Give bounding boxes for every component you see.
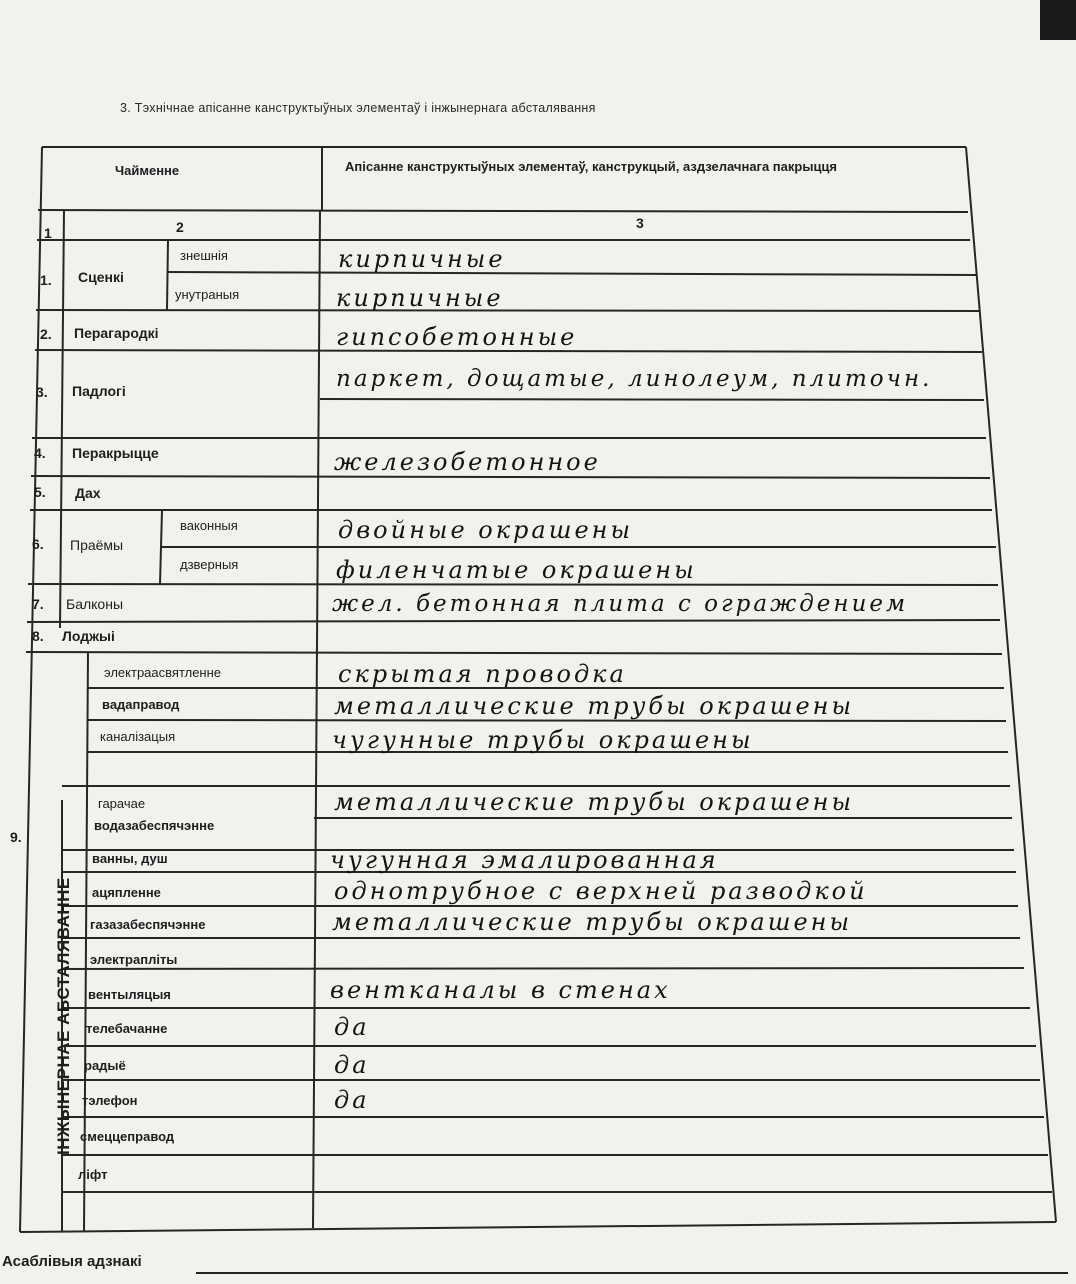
- row-1-number: 1.: [40, 272, 52, 288]
- item-5-label: гарачае: [98, 796, 146, 811]
- item-5-label-2: водазабеспячэнне: [94, 818, 215, 833]
- row-1-label: Сценкі: [78, 269, 124, 285]
- item-8-value: металлические трубы окрашены: [332, 908, 852, 936]
- row-6-sub-b: дзверныя: [180, 557, 239, 572]
- row-6-value-b: филенчатые окрашены: [336, 556, 697, 584]
- item-14-label: смеццеправод: [80, 1129, 175, 1144]
- row-8-number: 8.: [32, 628, 44, 644]
- item-15-label: ліфт: [78, 1167, 108, 1182]
- item-11-value: да: [334, 1013, 370, 1041]
- row-7-value: жел. бетонная плита с ограждением: [332, 591, 909, 617]
- item-10-label: вентыляцыя: [88, 987, 171, 1002]
- row-9-number: 9.: [10, 829, 22, 845]
- item-1-value: скрытая проводка: [338, 660, 627, 688]
- section-title: 3. Тэхнічнае апісанне канструктыўных элементаў і інжынернага абсталявання: [120, 101, 596, 115]
- item-10-value: вентканалы в стенах: [330, 976, 671, 1004]
- item-8-label: газазабеспячэнне: [90, 917, 206, 932]
- row-2-label: Перагародкі: [74, 325, 159, 341]
- footer-underline: [196, 1272, 1068, 1274]
- header-description: Апісанне канструктыўных элементаў, канструкцый, аздзелачнага пакрыцця: [345, 159, 838, 174]
- row-2-number: 2.: [40, 326, 52, 342]
- item-2-value: металлические трубы окрашены: [334, 692, 854, 720]
- item-11-label: телебачанне: [86, 1021, 168, 1036]
- row-7-number: 7.: [32, 596, 44, 612]
- row-4-value: железобетонное: [334, 448, 601, 476]
- row-1-value-b: кирпичные: [336, 284, 504, 312]
- item-7-label: ацяпленне: [92, 885, 161, 900]
- row-2-value: гипсобетонные: [336, 323, 578, 351]
- item-1-label: электраасвятленне: [104, 665, 222, 680]
- row-8-label: Лоджыі: [62, 628, 115, 644]
- row-3-value: паркет, дощатые, линолеум, плиточн.: [336, 366, 933, 392]
- header-name: Чайменне: [115, 163, 180, 178]
- column-number-2: 2: [176, 219, 184, 235]
- item-13-label: тэлефон: [82, 1093, 138, 1108]
- item-12-label: радыё: [84, 1058, 126, 1073]
- item-12-value: да: [334, 1051, 370, 1079]
- item-3-label: каналізацыя: [100, 729, 176, 744]
- item-2-label: вадаправод: [102, 697, 180, 712]
- item-3-value: чугунные трубы окрашены: [332, 726, 754, 754]
- row-5-number: 5.: [34, 484, 46, 500]
- row-9-group-label: ІНЖЫНЕРНАЕ АБСТАЛЯВАННЕ: [54, 877, 73, 1155]
- item-6-label: ванны, душ: [92, 851, 168, 866]
- item-7-value: однотрубное с верхней разводкой: [334, 877, 868, 905]
- row-3-number: 3.: [36, 384, 48, 400]
- item-6-value: чугунная эмалированная: [330, 846, 719, 874]
- row-6-sub-a: ваконныя: [180, 518, 238, 533]
- row-1-value-a: кирпичные: [338, 245, 506, 273]
- item-9-label: электрапліты: [90, 952, 178, 967]
- row-1-sub-a: знешнія: [180, 248, 228, 263]
- row-4-number: 4.: [34, 445, 46, 461]
- row-5-label: Дах: [75, 485, 101, 501]
- column-number-3: 3: [636, 215, 644, 231]
- row-4-label: Перакрыцце: [72, 445, 159, 461]
- item-13-value: да: [334, 1086, 370, 1114]
- row-3-label: Падлогі: [72, 383, 126, 399]
- row-6-label: Праёмы: [70, 537, 124, 553]
- column-number-1: 1: [44, 225, 52, 241]
- item-5-value: металлические трубы окрашены: [334, 788, 854, 816]
- row-1-sub-b: унутраныя: [175, 287, 240, 302]
- row-7-label: Балконы: [66, 596, 124, 612]
- row-6-number: 6.: [32, 536, 44, 552]
- row-6-value-a: двойные окрашены: [338, 516, 634, 544]
- footer-label: Асаблівыя адзнакі: [2, 1253, 142, 1270]
